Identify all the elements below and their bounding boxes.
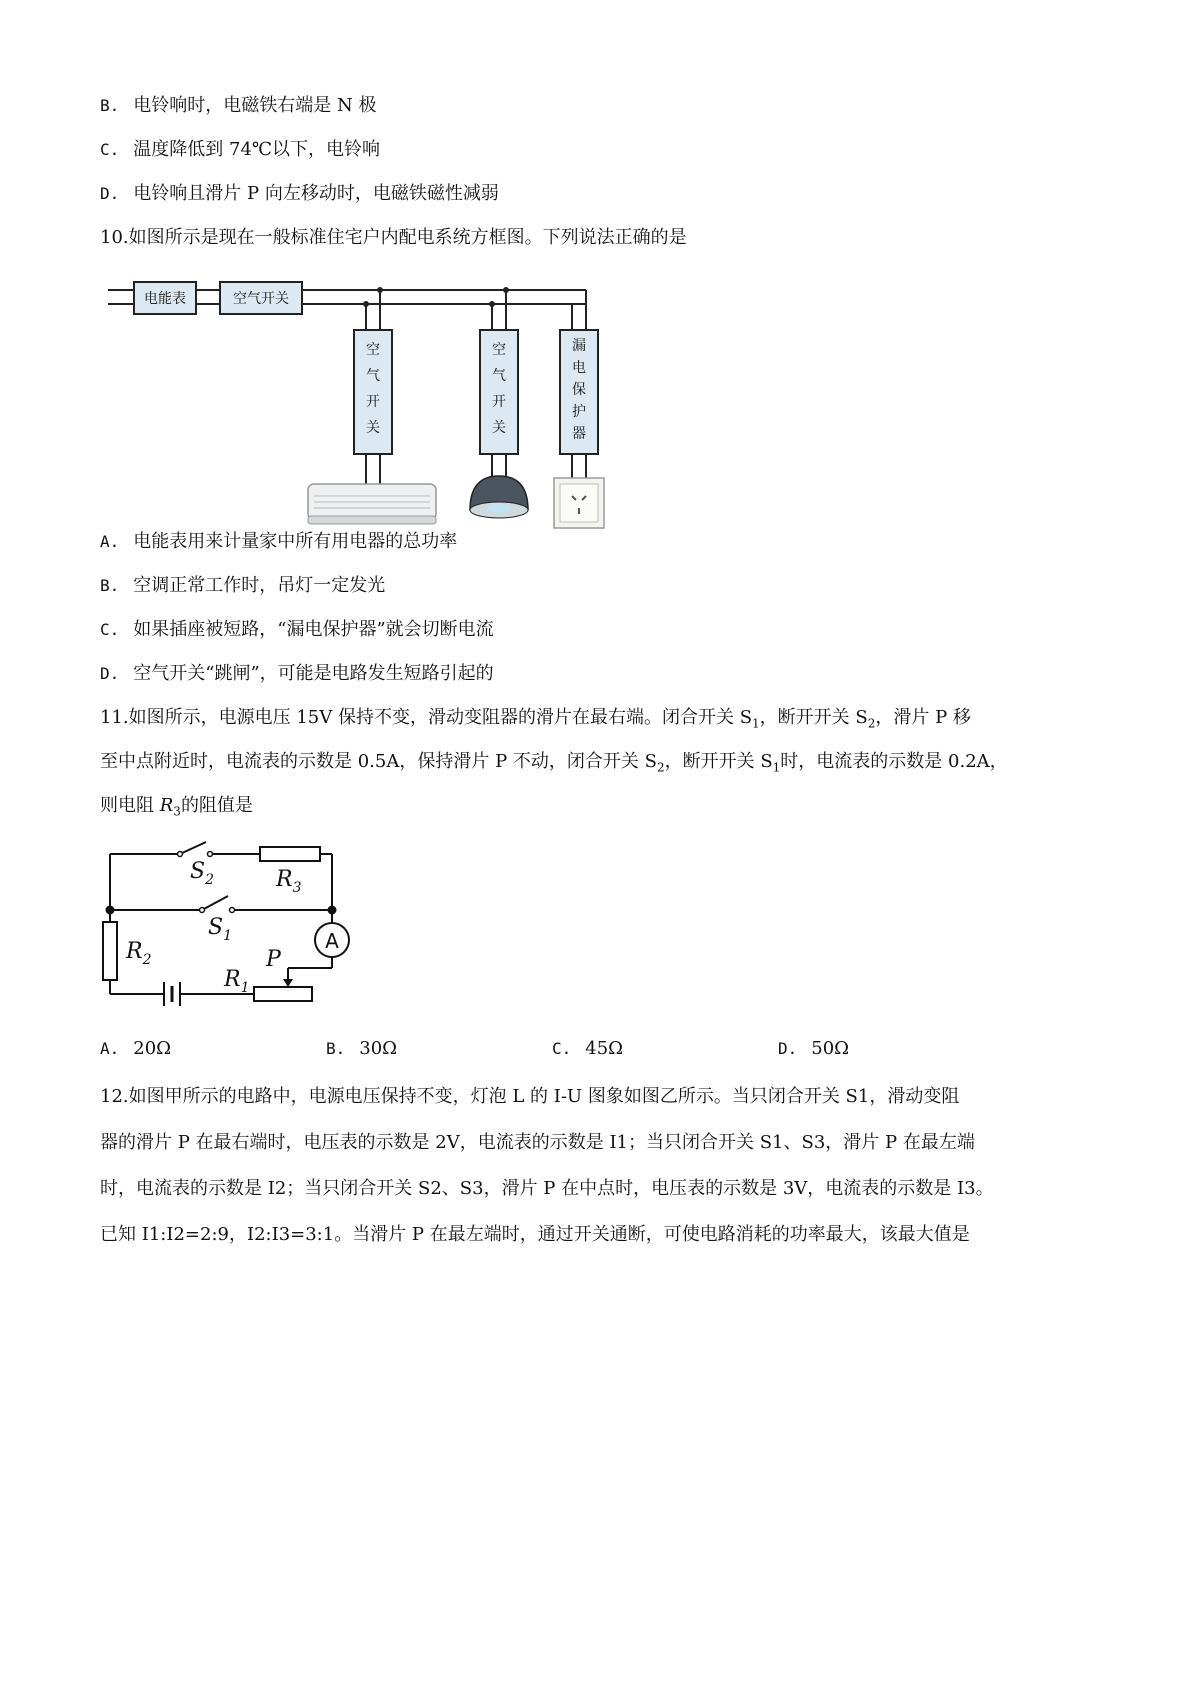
resistor-r3 bbox=[260, 847, 320, 861]
label-r1: R bbox=[224, 967, 241, 992]
sub: 1 bbox=[752, 716, 760, 731]
q10-option-a bbox=[100, 530, 457, 554]
option-letter: A. bbox=[100, 532, 120, 551]
label-r2-sub: 2 bbox=[142, 952, 152, 968]
svg-text:R3 bbox=[275, 867, 302, 896]
main-switch-label: 空气开关 bbox=[233, 291, 289, 307]
q11-option-d bbox=[778, 1038, 849, 1059]
battery-icon bbox=[164, 982, 180, 1006]
branch3-char: 护 bbox=[572, 404, 586, 420]
q11-option-a bbox=[100, 1038, 171, 1059]
branch1-char: 开 bbox=[366, 394, 380, 410]
option-text: 电铃响时，电磁铁右端是 N 极 bbox=[133, 95, 377, 116]
option-letter: D. bbox=[778, 1039, 798, 1058]
text: 则电阻 bbox=[100, 795, 160, 816]
branch1-char: 空 bbox=[366, 342, 380, 358]
option-text: 电能表用来计量家中所有用电器的总功率 bbox=[133, 531, 458, 552]
option-letter: D. bbox=[100, 664, 120, 683]
branch3-char: 漏 bbox=[572, 338, 586, 354]
label-p: P bbox=[266, 947, 281, 972]
sub: 2 bbox=[656, 760, 665, 775]
label-s1-sub: 1 bbox=[223, 928, 232, 944]
text: 时，电流表的示数是 0.2A， bbox=[780, 751, 1008, 772]
q10-option-c bbox=[100, 618, 494, 642]
option-text: 电铃响且滑片 P 向左移动时，电磁铁磁性减弱 bbox=[133, 183, 499, 204]
option-text: 空气开关“跳闸”，可能是电路发生短路引起的 bbox=[133, 663, 494, 684]
q9-option-c bbox=[100, 138, 380, 162]
option-letter: C. bbox=[100, 620, 120, 639]
q10-stem: 10.如图所示是现在一般标准住宅户内配电系统方框图。下列说法正确的是 bbox=[100, 227, 687, 248]
branch2-char: 关 bbox=[492, 420, 506, 436]
option-text: 如果插座被短路，“漏电保护器”就会切断电流 bbox=[133, 619, 494, 640]
q9-option-b bbox=[100, 94, 376, 118]
option-text: 空调正常工作时，吊灯一定发光 bbox=[133, 575, 386, 596]
label-s2-sub: 2 bbox=[205, 872, 214, 888]
text: 11.如图所示，电源电压 15V 保持不变，滑动变阻器的滑片在最右端。闭合开关 S bbox=[100, 707, 753, 728]
option-letter: B. bbox=[326, 1039, 346, 1058]
option-text: 温度降低到 74℃以下，电铃响 bbox=[133, 139, 381, 160]
text: ，滑片 P 移 bbox=[875, 707, 971, 728]
branch3-char: 器 bbox=[572, 426, 586, 442]
svg-text:S2 bbox=[190, 859, 214, 888]
label-r3: R bbox=[276, 867, 293, 892]
branch2-char: 气 bbox=[492, 368, 506, 384]
q11-options bbox=[100, 1038, 1100, 1064]
q11-stem-line3 bbox=[100, 794, 253, 824]
circuit-diagram-q11 bbox=[100, 840, 380, 1020]
sub: 3 bbox=[173, 804, 181, 819]
svg-text:S1 bbox=[208, 915, 232, 944]
text: 的阻值是 bbox=[180, 795, 253, 816]
ceiling-lamp-icon bbox=[470, 476, 528, 518]
q12-line: 已知 I1:I2=2:9，I2:I3=3:1。当滑片 P 在最左端时，通过开关通断，可使电路消耗的功率最大，该最大值是 bbox=[100, 1224, 970, 1245]
branch3-char: 电 bbox=[572, 360, 586, 376]
ammeter-label: A bbox=[325, 929, 339, 953]
option-text: 30Ω bbox=[359, 1038, 398, 1059]
option-text: 20Ω bbox=[133, 1038, 172, 1059]
branch1-char: 关 bbox=[366, 420, 380, 436]
wall-socket-icon bbox=[554, 478, 604, 528]
q11-stem-line2 bbox=[100, 750, 1008, 780]
option-letter: C. bbox=[100, 140, 120, 159]
q11-option-c bbox=[552, 1038, 623, 1059]
text: ，断开开关 S bbox=[664, 751, 773, 772]
svg-text:R2 bbox=[125, 939, 152, 968]
q12-stem bbox=[100, 1074, 1100, 1258]
branch3-char: 保 bbox=[572, 382, 586, 398]
text: 至中点附近时，电流表的示数是 0.5A，保持滑片 P 不动，闭合开关 S bbox=[100, 751, 657, 772]
option-letter: A. bbox=[100, 1039, 120, 1058]
q12-line: 12.如图甲所示的电路中，电源电压保持不变，灯泡 L 的 I-U 图象如图乙所示。当只闭合开关 S1，滑动变阻 bbox=[100, 1086, 960, 1107]
option-letter: C. bbox=[552, 1039, 572, 1058]
meter-label: 电能表 bbox=[144, 291, 186, 307]
label-s2: S bbox=[190, 859, 206, 884]
sub: 1 bbox=[772, 760, 781, 775]
q12-line: 时，电流表的示数是 I2；当只闭合开关 S2、S3，滑片 P 在中点时，电压表的示数是 3V，电流表的示数是 I3。 bbox=[100, 1178, 994, 1199]
rheostat-r1 bbox=[254, 987, 312, 1001]
sub: 2 bbox=[867, 716, 876, 731]
label-r1-sub: 1 bbox=[240, 980, 250, 996]
svg-text:R1 bbox=[223, 967, 250, 996]
q10-option-b bbox=[100, 574, 385, 598]
q12-line: 器的滑片 P 在最右端时，电压表的示数是 2V，电流表的示数是 I1；当只闭合开关 S1、S3，滑片 P 在最左端 bbox=[100, 1132, 975, 1153]
text: ，断开开关 S bbox=[759, 707, 868, 728]
option-letter: D. bbox=[100, 184, 120, 203]
q11-stem-line1 bbox=[100, 706, 971, 736]
q9-option-d bbox=[100, 182, 499, 206]
q10-option-d bbox=[100, 662, 494, 686]
r-symbol: R bbox=[159, 795, 174, 816]
option-letter: B. bbox=[100, 96, 120, 115]
branch2-char: 空 bbox=[492, 342, 506, 358]
label-r2: R bbox=[126, 939, 143, 964]
q11-option-b bbox=[326, 1038, 397, 1059]
air-conditioner-icon bbox=[308, 484, 436, 524]
branch1-char: 气 bbox=[366, 368, 380, 384]
label-r3-sub: 3 bbox=[292, 880, 302, 896]
option-text: 50Ω bbox=[811, 1038, 850, 1059]
distribution-system-diagram bbox=[100, 270, 620, 550]
option-letter: B. bbox=[100, 576, 120, 595]
option-text: 45Ω bbox=[585, 1038, 624, 1059]
branch2-char: 开 bbox=[492, 394, 506, 410]
resistor-r2 bbox=[103, 922, 117, 980]
label-s1: S bbox=[208, 915, 224, 940]
